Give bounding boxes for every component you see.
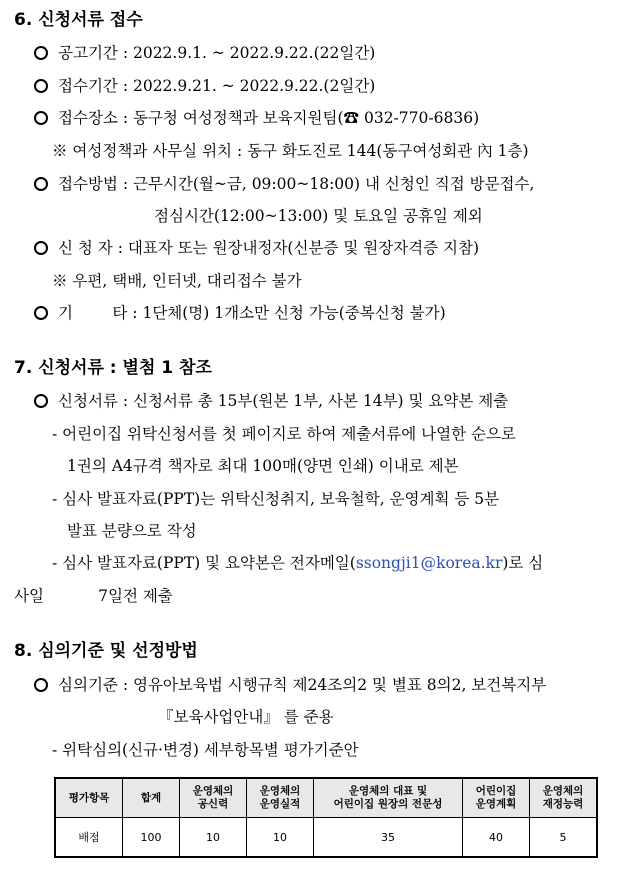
criteria-table [54, 777, 598, 858]
item-text: 심의기준 : 영유아보육법 시행규칙 제24조의2 및 별표 8의2, 보건복지부 [58, 676, 547, 694]
table-header-cell: 합계 [123, 778, 180, 818]
item-text: 기 타 : 1단체(명) 1개소만 신청 가능(중복신청 불가) [58, 304, 446, 322]
item-text: 신 청 자 : 대표자 또는 원장내정자(신분증 및 원장자격증 지참) [58, 239, 480, 257]
table-cell: 배점 [55, 818, 123, 858]
circle-bullet-icon [34, 79, 48, 93]
list-item [34, 75, 375, 97]
item-text: 032-770-6836) [359, 109, 480, 127]
table-header-row [55, 778, 597, 818]
circle-bullet-icon [34, 678, 48, 692]
dash-item [52, 552, 543, 574]
circle-bullet-icon [34, 177, 48, 191]
list-item [34, 107, 479, 129]
table-header-cell: 운영체의 재정능력 [530, 778, 598, 818]
table-row [55, 818, 597, 858]
table-header-cell: 어린이집 운영계획 [463, 778, 530, 818]
phone-icon: ☎ [343, 109, 360, 127]
table-cell: 100 [123, 818, 180, 858]
circle-bullet-icon [34, 46, 48, 60]
table-cell: 40 [463, 818, 530, 858]
table-cell: 10 [247, 818, 314, 858]
continuation-line: 『보육사업안내』 를 준용 [158, 708, 334, 726]
continuation-line: 1권의 A4규격 책자로 최대 100매(양면 인쇄) 이내로 제본 [67, 457, 459, 475]
table-header-cell: 운영체의 운영실적 [247, 778, 314, 818]
section-8-heading: 8. 심의기준 및 선정방법 [14, 641, 198, 661]
item-text: 공고기간 : 2022.9.1. ~ 2022.9.22.(22일간) [58, 44, 376, 62]
list-item [34, 302, 446, 324]
list-item [34, 390, 508, 412]
table-cell: 10 [180, 818, 247, 858]
table-header-cell: 평가항목 [55, 778, 123, 818]
item-text: )로 심 [502, 554, 544, 572]
continuation-line: 사일 7일전 제출 [14, 587, 173, 605]
item-text: 신청서류 : 신청서류 총 15부(원본 1부, 사본 14부) 및 요약본 제출 [58, 392, 509, 410]
list-item [34, 42, 375, 64]
circle-bullet-icon [34, 394, 48, 408]
table-header-cell: 운영체의 대표 및 어린이집 원장의 전문성 [314, 778, 463, 818]
table-header-cell: 운영체의 공신력 [180, 778, 247, 818]
item-text: - 심사 발표자료(PPT) 및 요약본은 전자메일( [52, 554, 356, 572]
continuation-line: 점심시간(12:00~13:00) 및 토요일 공휴일 제외 [154, 207, 483, 225]
list-item [34, 173, 534, 195]
section-7-heading: 7. 신청서류 : 별첨 1 참조 [14, 358, 212, 378]
item-text: 접수장소 : 동구청 여성정책과 보육지원팀( [58, 109, 344, 127]
dash-item: - 어린이집 위탁신청서를 첫 페이지로 하여 제출서류에 나열한 순으로 [52, 425, 516, 443]
section-6-heading: 6. 신청서류 접수 [14, 10, 143, 30]
dash-item: - 심사 발표자료(PPT)는 위탁신청취지, 보육철학, 운영계획 등 5분 [52, 490, 500, 508]
note-item: ※ 우편, 택배, 인터넷, 대리접수 불가 [52, 272, 302, 290]
list-item [34, 674, 546, 696]
table-cell: 5 [530, 818, 598, 858]
dash-item: - 위탁심의(신규·변경) 세부항목별 평가기준안 [52, 741, 359, 759]
email-address: ssongji1@korea.kr [355, 554, 503, 572]
list-item [34, 237, 479, 259]
item-text: 접수방법 : 근무시간(월~금, 09:00~18:00) 내 신청인 직접 방문접수, [58, 175, 535, 193]
circle-bullet-icon [34, 111, 48, 125]
circle-bullet-icon [34, 306, 48, 320]
circle-bullet-icon [34, 241, 48, 255]
table-cell: 35 [314, 818, 463, 858]
note-item: ※ 여성정책과 사무실 위치 : 동구 화도진로 144(동구여성회관 內 1층) [52, 142, 529, 160]
item-text: 접수기간 : 2022.9.21. ~ 2022.9.22.(2일간) [58, 77, 376, 95]
continuation-line: 발표 분량으로 작성 [67, 522, 197, 540]
